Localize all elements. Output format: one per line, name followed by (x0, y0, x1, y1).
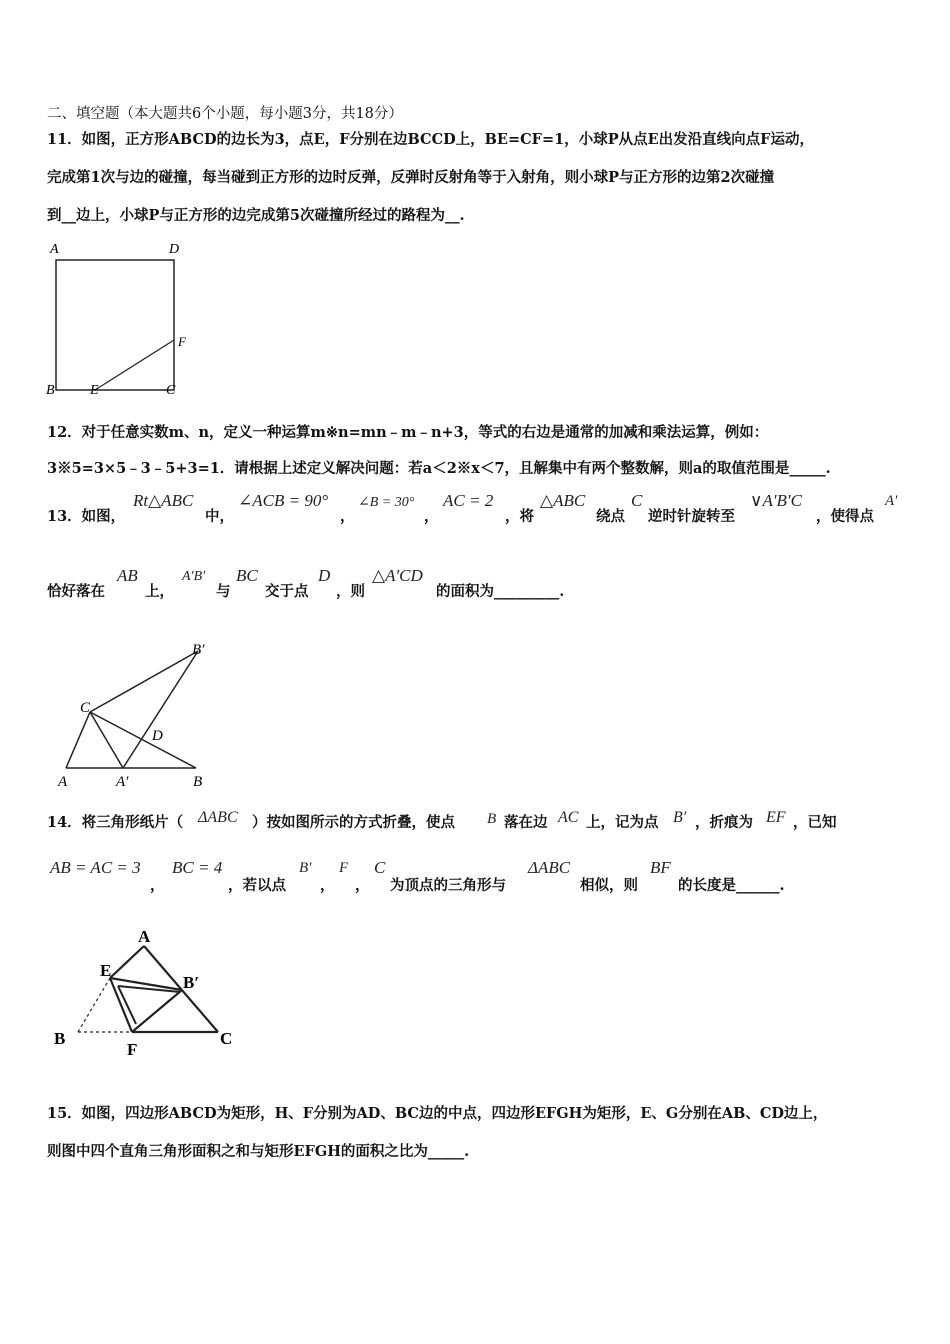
q13-math-angle-acb: ∠ACB = 90° (238, 491, 329, 510)
q13-label-d: D (152, 728, 163, 744)
q14-text-yizhi: ，已知 (793, 814, 837, 831)
q13-text-comma1: ， (340, 508, 355, 525)
section-title: 二、填空题（本大题共6个小题，每小题3分，共18分） (47, 106, 403, 122)
q13-text-comma2: ， (424, 508, 439, 525)
q11-line3: 到__边上，小球P与正方形的边完成第5次碰撞所经过的路程为__. (47, 207, 465, 224)
q13-text-zhong: 中， (205, 508, 234, 525)
q13-math-a1b1: A′B′ (182, 569, 206, 584)
q13-text-shang: 上， (145, 583, 174, 600)
q14-math-eq2: BC = 4 (172, 858, 223, 877)
q13-prefix: 13．如图， (47, 508, 126, 525)
q14-label-b-prime: B′ (183, 973, 200, 992)
q13-math-angle-b: ∠B = 30° (358, 495, 415, 510)
q14-math-ac: AC (558, 809, 579, 826)
q14-text-comma2: ， (320, 877, 335, 894)
q13-text-ze: ，则 (336, 583, 365, 600)
q14-math-abc-2: ΔABC (528, 858, 571, 877)
q14-math-ef: EF (766, 809, 786, 826)
q14-text-wei: 为顶点的三角形与 (390, 877, 506, 894)
q13-math-ab: AB (117, 566, 138, 585)
q14-text-comma1: ， (150, 877, 165, 894)
q13-label-a-prime: A′ (116, 774, 129, 790)
q13-math-rt-abc: Rt△ABC (133, 491, 194, 510)
q13-label-b-prime: B′ (192, 642, 205, 658)
q14-text-len: 的长度是______. (678, 877, 785, 894)
q14-text-ji: 上，记为点 (586, 814, 659, 831)
q13-text-qia: 恰好落在 (47, 583, 105, 600)
q13-label-a: A (58, 774, 68, 790)
q13-math-d: D (318, 566, 331, 585)
q14-math-b-prime-2: B′ (299, 860, 312, 876)
q14-label-b: B (54, 1029, 66, 1048)
q13-text-shi: ，使得点 (816, 508, 874, 525)
q14-math-b: B (487, 811, 497, 827)
q14-math-bf: BF (650, 858, 671, 877)
q13-math-abc: △ABC (540, 491, 586, 510)
q12-line2: 3※5=3×5﹣3﹣5+3=1．请根据上述定义解决问题：若a＜2※x＜7，且解集中有两个整数解，则a的取值范围是_____. (47, 460, 831, 477)
q14-math-f: F (339, 860, 349, 876)
q13-math-ac: AC = 2 (443, 491, 494, 510)
q13-math-bc: BC (236, 566, 258, 585)
q14-math-abc: ΔABC (198, 809, 238, 826)
q13-text-jiang: ，将 (505, 508, 534, 525)
q11-label-d: D (169, 242, 180, 257)
q14-math-c: C (374, 858, 386, 877)
q11-label-a: A (50, 242, 59, 257)
q11-label-e: E (90, 383, 99, 398)
q13-rotation-figure (50, 636, 220, 792)
q13-text-area: 的面积为_________. (436, 583, 565, 600)
q11-label-f: F (178, 334, 186, 349)
q13-math-a-prime: A′ (885, 493, 898, 509)
q14-text-comma3: ， (355, 877, 370, 894)
q15-line1: 15．如图，四边形ABCD为矩形，H、F分别为AD、BC边的中点，四边形EFGH为矩形，E、G分别在AB、CD边上， (47, 1105, 828, 1122)
q11-line2: 完成第1次与边的碰撞，每当碰到正方形的边时反弹，反弹时反射角等于入射角，则小球P与正方形的边第2次碰撞 (47, 169, 775, 186)
q14-prefix: 14．将三角形纸片（ (47, 814, 184, 831)
q14-label-f: F (127, 1040, 138, 1059)
q13-math-rotated: ∨A′B′C (750, 491, 802, 510)
q14-label-e: E (100, 961, 112, 980)
q11-square-figure (40, 236, 200, 402)
q14-text-ruo: ，若以点 (228, 877, 286, 894)
q13-text-jiao: 交于点 (265, 583, 309, 600)
q13-label-c: C (80, 700, 91, 716)
q13-math-tri-acd: △A′CD (372, 566, 423, 585)
q14-label-a: A (138, 927, 151, 946)
q11-label-c: C (166, 383, 176, 398)
q11-label-b: B (46, 383, 55, 398)
q14-label-c: C (220, 1029, 233, 1048)
q13-math-c: C (631, 491, 643, 510)
q13-text-ni: 逆时针旋转至 (648, 508, 735, 525)
q14-text-zhe: ，折痕为 (695, 814, 753, 831)
q14-text-luo: 落在边 (504, 814, 548, 831)
q11-line1: 11．如图，正方形ABCD的边长为3，点E，F分别在边BCCD上，BE=CF=1，小球P从点E出发沿直线向点F运动， (47, 131, 814, 148)
q13-text-rao: 绕点 (596, 508, 625, 525)
q13-label-b: B (193, 774, 203, 790)
q14-math-b-prime: B′ (673, 809, 687, 826)
q14-math-eq1: AB = AC = 3 (50, 858, 141, 877)
q14-text-mid: ）按如图所示的方式折叠，使点 (252, 814, 455, 831)
q15-line2: 则图中四个直角三角形面积之和与矩形EFGH的面积之比为_____. (47, 1143, 470, 1160)
q12-line1: 12．对于任意实数m、n，定义一种运算m※n=mn﹣m﹣n+3，等式的右边是通常的加减和乘法运算，例如： (47, 424, 769, 441)
q13-text-yu: 与 (216, 583, 231, 600)
q14-text-xiang: 相似，则 (580, 877, 638, 894)
q14-fold-figure (48, 924, 248, 1064)
